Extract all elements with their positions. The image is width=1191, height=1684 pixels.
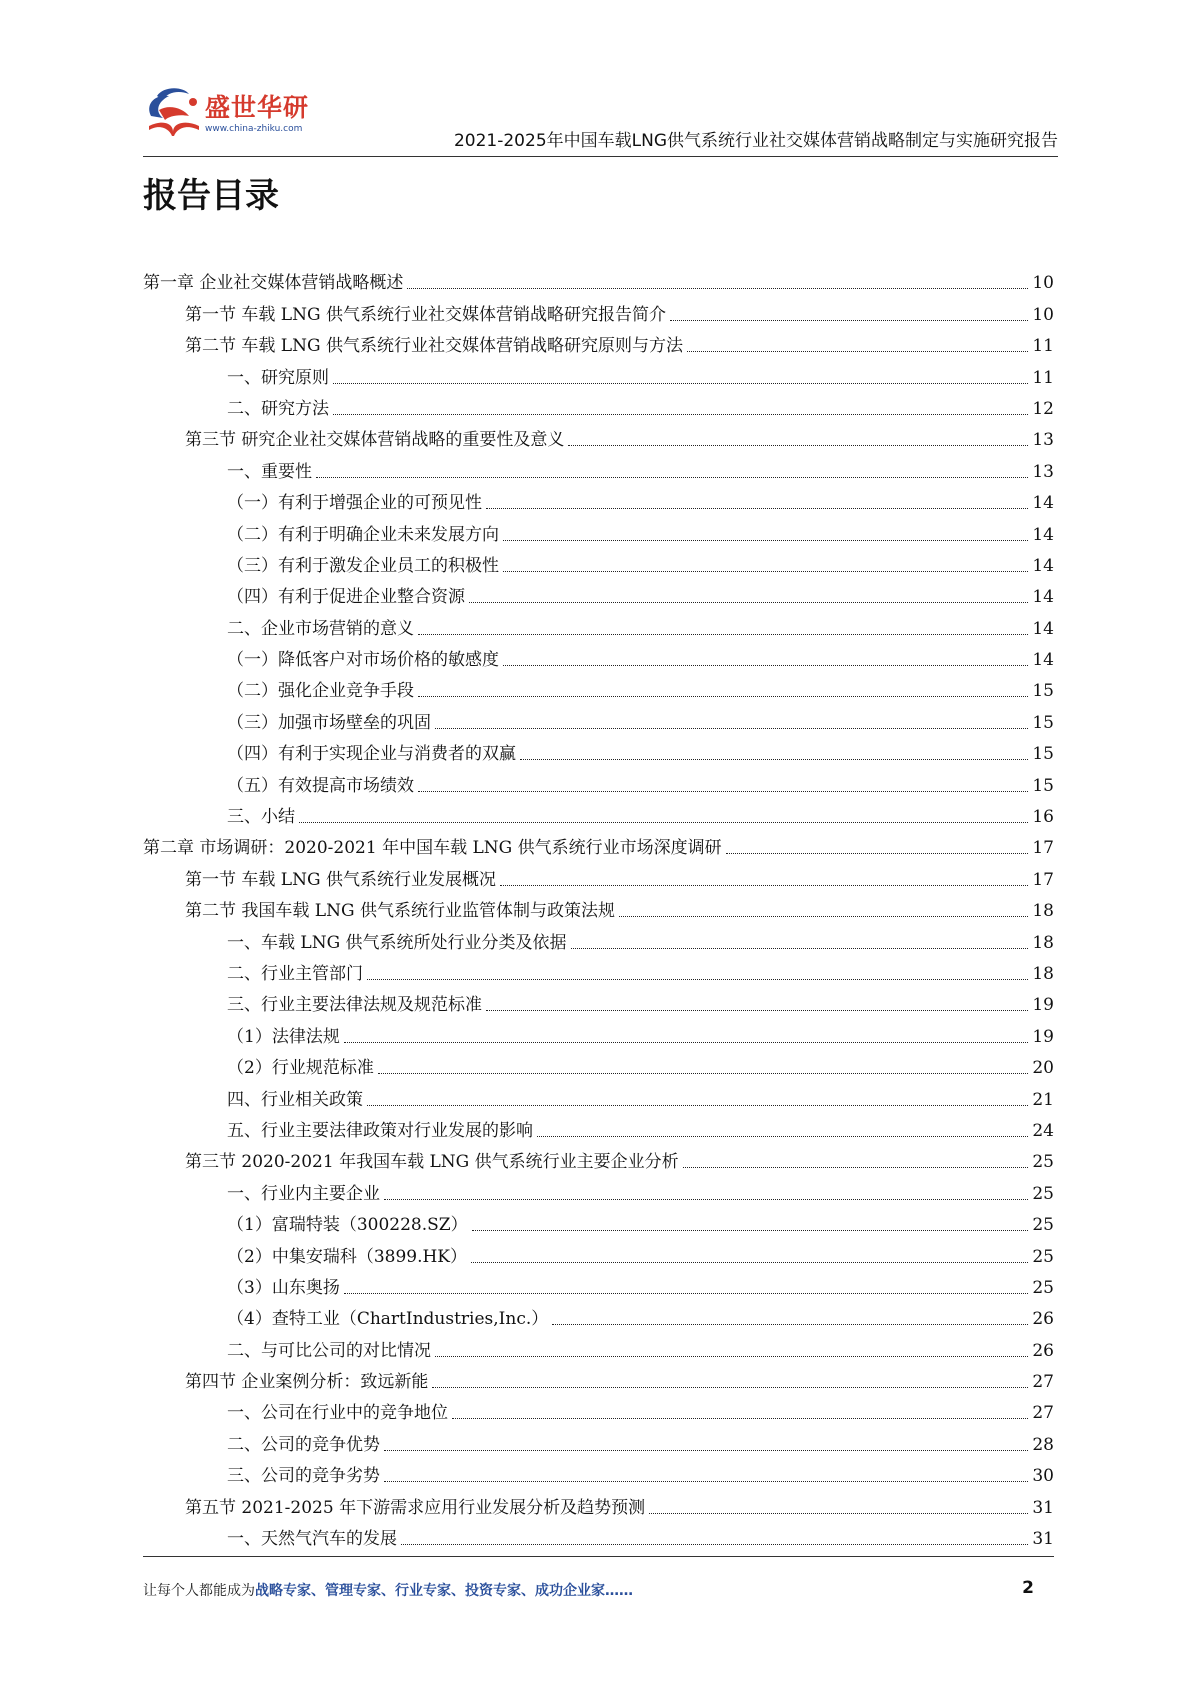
toc-entry-title: 第二节 我国车载 LNG 供气系统行业监管体制与政策法规 (185, 901, 615, 922)
toc-entry-page: 24 (1032, 1120, 1054, 1141)
toc-entry[interactable] (143, 356, 1054, 387)
toc-leader-dots (344, 1293, 1029, 1294)
toc-entry[interactable] (143, 1204, 1054, 1235)
toc-entry-title: （三）有利于激发企业员工的积极性 (227, 555, 499, 576)
toc-entry-page: 31 (1032, 1497, 1054, 1518)
toc-entry[interactable] (143, 827, 1054, 858)
toc-leader-dots (520, 759, 1028, 760)
toc-entry[interactable] (143, 1267, 1054, 1298)
toc-leader-dots (568, 445, 1028, 446)
toc-entry-title: 四、行业相关政策 (227, 1089, 363, 1110)
toc-leader-dots (378, 1073, 1029, 1074)
toc-entry[interactable] (143, 262, 1054, 293)
toc-entry[interactable] (143, 1361, 1054, 1392)
toc-leader-dots (503, 665, 1028, 666)
toc-entry[interactable] (143, 1235, 1054, 1266)
toc-entry-title: 一、研究原则 (227, 367, 329, 388)
toc-entry-title: （四）有利于促进企业整合资源 (227, 587, 465, 608)
toc-entry-page: 25 (1032, 1152, 1054, 1173)
toc-leader-dots (418, 634, 1028, 635)
toc-leader-dots (726, 853, 1029, 854)
toc-entry-page: 14 (1032, 618, 1054, 639)
toc-entry[interactable] (143, 921, 1054, 952)
toc-entry-page: 17 (1032, 869, 1054, 890)
toc-leader-dots (316, 477, 1028, 478)
table-of-contents (143, 262, 1054, 1549)
toc-entry[interactable] (143, 1423, 1054, 1454)
toc-entry-page: 20 (1032, 1058, 1054, 1079)
toc-entry-title: 五、行业主要法律政策对行业发展的影响 (227, 1120, 533, 1141)
toc-entry[interactable] (143, 513, 1054, 544)
toc-leader-dots (486, 1010, 1028, 1011)
toc-leader-dots (486, 508, 1028, 509)
toc-entry-title: 第二节 车载 LNG 供气系统行业社交媒体营销战略研究原则与方法 (185, 336, 683, 357)
toc-entry-title: 第四节 企业案例分析：致远新能 (185, 1372, 429, 1393)
toc-entry[interactable] (143, 293, 1054, 324)
toc-entry[interactable] (143, 1486, 1054, 1517)
toc-entry[interactable] (143, 1047, 1054, 1078)
toc-entry-page: 16 (1032, 807, 1054, 828)
toc-entry-title: （2）行业规范标准 (227, 1058, 374, 1079)
toc-entry[interactable] (143, 701, 1054, 732)
toc-entry-title: 二、与可比公司的对比情况 (227, 1340, 431, 1361)
page-number: 2 (1022, 1578, 1034, 1598)
toc-entry-page: 15 (1032, 712, 1054, 733)
toc-entry[interactable] (143, 1110, 1054, 1141)
toc-entry[interactable] (143, 733, 1054, 764)
toc-entry[interactable] (143, 1078, 1054, 1109)
toc-entry-title: 三、行业主要法律法规及规范标准 (227, 995, 482, 1016)
footer-divider (143, 1556, 1054, 1557)
toc-entry-title: （1）法律法规 (227, 1026, 340, 1047)
toc-entry-title: 一、行业内主要企业 (227, 1183, 380, 1204)
toc-entry-page: 18 (1032, 901, 1054, 922)
footer-slogan-prefix: 让每个人都能成为 (143, 1583, 255, 1599)
toc-leader-dots (571, 948, 1029, 949)
header-divider (143, 156, 1058, 157)
toc-entry-page: 17 (1032, 838, 1054, 859)
toc-leader-dots (344, 1042, 1029, 1043)
toc-entry-page: 25 (1032, 1215, 1054, 1236)
toc-entry[interactable] (143, 890, 1054, 921)
toc-leader-dots (333, 414, 1028, 415)
toc-entry-page: 10 (1032, 304, 1054, 325)
toc-entry[interactable] (143, 1015, 1054, 1046)
toc-leader-dots (670, 320, 1028, 321)
toc-entry-title: 二、企业市场营销的意义 (227, 618, 414, 639)
toc-entry[interactable] (143, 858, 1054, 889)
toc-entry-title: 一、公司在行业中的竞争地位 (227, 1403, 448, 1424)
toc-leader-dots (333, 383, 1028, 384)
toc-entry-title: 二、公司的竞争优势 (227, 1434, 380, 1455)
toc-entry-page: 21 (1032, 1089, 1054, 1110)
toc-leader-dots (418, 696, 1028, 697)
toc-leader-dots (472, 1230, 1029, 1231)
toc-entry-page: 26 (1032, 1340, 1054, 1361)
footer-slogan (143, 1580, 633, 1600)
toc-entry-page: 12 (1032, 398, 1054, 419)
toc-entry-page: 18 (1032, 932, 1054, 953)
toc-entry-page: 30 (1032, 1466, 1054, 1487)
toc-entry[interactable] (143, 1392, 1054, 1423)
toc-entry-page: 18 (1032, 963, 1054, 984)
toc-entry-title: 一、车载 LNG 供气系统所处行业分类及依据 (227, 932, 567, 953)
toc-entry-page: 13 (1032, 461, 1054, 482)
toc-entry-title: 一、天然气汽车的发展 (227, 1529, 397, 1550)
toc-entry-title: （2）中集安瑞科（3899.HK） (227, 1246, 468, 1267)
toc-entry-title: 第三节 研究企业社交媒体营销战略的重要性及意义 (185, 430, 565, 451)
toc-entry[interactable] (143, 670, 1054, 701)
toc-leader-dots (683, 1167, 1029, 1168)
toc-entry-page: 19 (1032, 1026, 1054, 1047)
toc-entry-title: （一）有利于增强企业的可预见性 (227, 493, 482, 514)
toc-entry-page: 26 (1032, 1309, 1054, 1330)
toc-leader-dots (649, 1513, 1028, 1514)
toc-entry-page: 15 (1032, 681, 1054, 702)
toc-entry[interactable] (143, 419, 1054, 450)
toc-leader-dots (503, 571, 1028, 572)
toc-leader-dots (435, 1356, 1028, 1357)
toc-entry[interactable] (143, 576, 1054, 607)
toc-entry-title: （3）山东奥扬 (227, 1277, 340, 1298)
toc-entry-page: 19 (1032, 995, 1054, 1016)
toc-entry-page: 15 (1032, 744, 1054, 765)
logo-emblem-icon (143, 86, 205, 142)
toc-entry-page: 28 (1032, 1434, 1054, 1455)
toc-entry[interactable] (143, 607, 1054, 638)
toc-leader-dots (469, 602, 1028, 603)
toc-leader-dots (401, 1544, 1028, 1545)
toc-entry-title: （一）降低客户对市场价格的敏感度 (227, 650, 499, 671)
toc-entry-page: 14 (1032, 587, 1054, 608)
toc-entry-title: 二、行业主管部门 (227, 963, 363, 984)
toc-leader-dots (418, 791, 1028, 792)
report-title: 2021-2025年中国车载LNG供气系统行业社交媒体营销战略制定与实施研究报告 (453, 131, 1058, 151)
toc-leader-dots (384, 1199, 1028, 1200)
logo-url: www.china-zhiku.com (205, 124, 303, 134)
toc-leader-dots (552, 1324, 1028, 1325)
toc-leader-dots (367, 1105, 1028, 1106)
page-title: 报告目录 (143, 176, 279, 216)
toc-leader-dots (687, 351, 1028, 352)
toc-entry[interactable] (143, 764, 1054, 795)
toc-entry-page: 25 (1032, 1183, 1054, 1204)
footer-slogan-emphasis: 战略专家、管理专家、行业专家、投资专家、成功企业家…… (255, 1583, 633, 1599)
toc-leader-dots (619, 916, 1028, 917)
toc-entry-title: 第三节 2020-2021 年我国车载 LNG 供气系统行业主要企业分析 (185, 1152, 679, 1173)
toc-entry-page: 14 (1032, 493, 1054, 514)
toc-entry-page: 13 (1032, 430, 1054, 451)
toc-leader-dots (407, 288, 1028, 289)
page-header (143, 86, 1058, 158)
toc-entry-title: （二）有利于明确企业未来发展方向 (227, 524, 499, 545)
toc-leader-dots (384, 1450, 1028, 1451)
toc-entry[interactable] (143, 388, 1054, 419)
toc-entry-page: 25 (1032, 1246, 1054, 1267)
toc-leader-dots (435, 728, 1028, 729)
toc-entry[interactable] (143, 1329, 1054, 1360)
toc-leader-dots (537, 1136, 1028, 1137)
toc-entry-page: 11 (1032, 367, 1054, 388)
toc-entry-title: 第一节 车载 LNG 供气系统行业社交媒体营销战略研究报告简介 (185, 304, 666, 325)
toc-entry-title: 三、小结 (227, 807, 295, 828)
toc-entry[interactable] (143, 1172, 1054, 1203)
toc-entry[interactable] (143, 325, 1054, 356)
toc-entry-page: 14 (1032, 650, 1054, 671)
toc-entry-page: 10 (1032, 273, 1054, 294)
company-logo (143, 86, 313, 146)
toc-entry-title: 一、重要性 (227, 461, 312, 482)
toc-leader-dots (367, 979, 1028, 980)
toc-entry-page: 31 (1032, 1529, 1054, 1550)
toc-entry[interactable] (143, 1455, 1054, 1486)
toc-entry[interactable] (143, 1298, 1054, 1329)
toc-entry-title: 二、研究方法 (227, 398, 329, 419)
toc-entry-title: （二）强化企业竞争手段 (227, 681, 414, 702)
toc-entry[interactable] (143, 482, 1054, 513)
logo-name: 盛世华研 (205, 93, 310, 122)
toc-entry[interactable] (143, 796, 1054, 827)
toc-entry[interactable] (143, 1141, 1054, 1172)
toc-entry-title: （1）富瑞特装（300228.SZ） (227, 1215, 468, 1236)
toc-entry-page: 27 (1032, 1403, 1054, 1424)
toc-entry-page: 15 (1032, 775, 1054, 796)
toc-entry-title: 第一节 车载 LNG 供气系统行业发展概况 (185, 869, 496, 890)
toc-entry-page: 27 (1032, 1372, 1054, 1393)
toc-leader-dots (432, 1387, 1028, 1388)
toc-entry-title: 第一章 企业社交媒体营销战略概述 (143, 273, 404, 294)
toc-entry[interactable] (143, 450, 1054, 481)
toc-entry[interactable] (143, 1518, 1054, 1549)
toc-entry-title: 第五节 2021-2025 年下游需求应用行业发展分析及趋势预测 (185, 1497, 646, 1518)
toc-entry-title: 第二章 市场调研：2020-2021 年中国车载 LNG 供气系统行业市场深度调研 (143, 838, 722, 859)
toc-entry-title: （三）加强市场壁垒的巩固 (227, 712, 431, 733)
toc-entry[interactable] (143, 545, 1054, 576)
toc-entry-title: 三、公司的竞争劣势 (227, 1466, 380, 1487)
toc-entry-title: （4）查特工业（ChartIndustries,Inc.） (227, 1309, 549, 1330)
toc-leader-dots (299, 822, 1028, 823)
toc-leader-dots (384, 1481, 1028, 1482)
toc-entry-page: 14 (1032, 555, 1054, 576)
toc-entry[interactable] (143, 953, 1054, 984)
toc-entry[interactable] (143, 639, 1054, 670)
toc-leader-dots (500, 885, 1028, 886)
toc-entry-page: 14 (1032, 524, 1054, 545)
toc-entry-title: （四）有利于实现企业与消费者的双赢 (227, 744, 516, 765)
toc-leader-dots (452, 1418, 1028, 1419)
toc-leader-dots (503, 540, 1028, 541)
toc-entry-page: 25 (1032, 1277, 1054, 1298)
toc-leader-dots (471, 1262, 1028, 1263)
toc-entry-page: 11 (1032, 336, 1054, 357)
toc-entry[interactable] (143, 984, 1054, 1015)
toc-entry-title: （五）有效提高市场绩效 (227, 775, 414, 796)
